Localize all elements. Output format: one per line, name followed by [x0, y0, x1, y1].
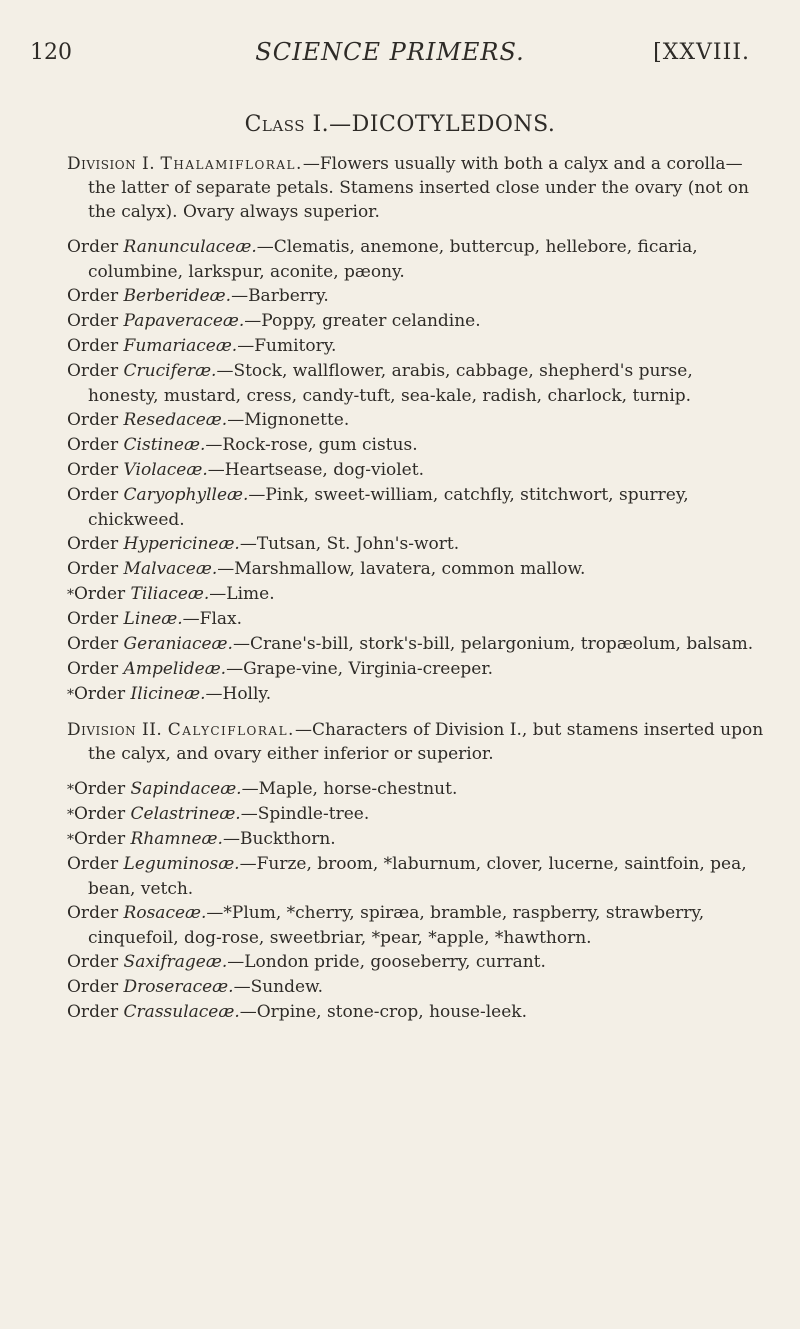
order-entry [67, 682, 767, 707]
order-members: —Sundew. [233, 977, 323, 997]
order-name: Leguminosæ. [123, 854, 240, 874]
order-name: Rhamneæ. [130, 829, 223, 849]
order-name: Ranunculaceæ. [123, 237, 257, 257]
order-word: Order [67, 609, 119, 629]
order-word: Order [67, 903, 119, 923]
order-entry [67, 235, 767, 284]
order-word: Order [67, 659, 119, 679]
order-word: Order [67, 410, 119, 430]
page-number: 120 [30, 40, 72, 65]
order-marker: * [67, 832, 74, 848]
division-1-label: Division I. [67, 154, 156, 174]
division-1-name: Thalamifloral. [160, 154, 303, 174]
order-name: Resedaceæ. [123, 410, 228, 430]
order-members: —Maple, horse-chestnut. [241, 779, 458, 799]
order-marker: * [67, 687, 74, 703]
order-name: Papaveraceæ. [123, 311, 245, 331]
order-word: Order [74, 584, 126, 604]
division-2-label: Division II. [67, 720, 163, 740]
division-2-name: Calycifloral. [167, 720, 295, 740]
order-name: Cistineæ. [123, 435, 206, 455]
order-word: Order [67, 361, 119, 381]
order-members: —Clematis, anemone, buttercup, hellebore, ficaria, columbine, larkspur, aconite, pæony. [88, 237, 698, 282]
order-entry [67, 359, 767, 408]
order-members: —Stock, wallflower, arabis, cabbage, shepherd's purse, honesty, mustard, cress, candy-tuft, sea-kale, radish, charlock, turnip. [88, 361, 693, 406]
division-1-description: —Flowers usually with both a calyx and a corolla—the latter of separate petals. Stamens inserted close under the ovary (not on the calyx). Ovary always superior. [88, 154, 749, 222]
order-entry [67, 950, 767, 975]
order-marker: * [67, 587, 74, 603]
order-members: —Crane's-bill, stork's-bill, pelargonium, tropæolum, balsam. [232, 634, 754, 654]
division-1-orders [67, 235, 767, 707]
order-word: Order [67, 559, 119, 579]
order-name: Berberideæ. [123, 286, 232, 306]
order-entry [67, 532, 767, 557]
order-word: Order [67, 634, 119, 654]
page-header [30, 40, 750, 70]
order-word: Order [67, 534, 119, 554]
order-name: Fumariaceæ. [123, 336, 238, 356]
order-word: Order [67, 1002, 119, 1022]
order-entry [67, 852, 767, 901]
order-word: Order [67, 286, 119, 306]
order-members: —Barberry. [231, 286, 329, 306]
order-name: Saxifrageæ. [123, 952, 228, 972]
order-name: Crassulaceæ. [123, 1002, 240, 1022]
order-entry [67, 607, 767, 632]
order-entry [67, 408, 767, 433]
order-members: —Fumitory. [237, 336, 337, 356]
division-2 [67, 718, 767, 766]
order-members: —London pride, gooseberry, currant. [227, 952, 546, 972]
order-name: Lineæ. [123, 609, 183, 629]
order-name: Caryophylleæ. [123, 485, 249, 505]
order-name: Celastrineæ. [130, 804, 241, 824]
order-entry [67, 1000, 767, 1025]
running-title: SCIENCE PRIMERS. [255, 38, 525, 66]
order-word: Order [74, 804, 126, 824]
order-word: Order [74, 829, 126, 849]
order-name: Cruciferæ. [123, 361, 217, 381]
order-word: Order [67, 237, 119, 257]
order-word: Order [74, 779, 126, 799]
order-entry [67, 334, 767, 359]
order-members: —*Plum, *cherry, spiræa, bramble, raspberry, strawberry, cinquefoil, dog-rose, sweetbriar, *pear, *apple, *hawthorn. [88, 903, 705, 948]
division-1 [67, 152, 767, 224]
order-entry [67, 657, 767, 682]
order-name: Violaceæ. [123, 460, 208, 480]
order-name: Ilicineæ. [130, 684, 206, 704]
page-content [67, 152, 767, 1025]
order-entry [67, 975, 767, 1000]
order-word: Order [67, 460, 119, 480]
division-2-description: —Characters of Division I., but stamens inserted upon the calyx, and ovary either inferior or superior. [88, 720, 764, 764]
order-word: Order [67, 336, 119, 356]
class-title: Class I.—DICOTYLEDONS. [244, 112, 556, 137]
order-members: —Lime. [209, 584, 275, 604]
order-word: Order [67, 485, 119, 505]
order-entry [67, 557, 767, 582]
order-marker: * [67, 807, 74, 823]
order-members: —Poppy, greater celandine. [244, 311, 481, 331]
section-number: [XXVIII. [653, 40, 750, 65]
order-name: Ampelideæ. [123, 659, 227, 679]
order-members: —Holly. [205, 684, 272, 704]
order-marker: * [67, 782, 74, 798]
order-entry [67, 901, 767, 950]
order-members: —Spindle-tree. [240, 804, 370, 824]
order-word: Order [67, 977, 119, 997]
order-word: Order [67, 854, 119, 874]
order-name: Hypericineæ. [123, 534, 240, 554]
order-entry [67, 632, 767, 657]
order-members: —Buckthorn. [222, 829, 336, 849]
order-entry [67, 433, 767, 458]
order-members: —Mignonette. [227, 410, 350, 430]
order-members: —Heartsease, dog-violet. [207, 460, 424, 480]
order-members: —Orpine, stone-crop, house-leek. [239, 1002, 527, 1022]
order-members: —Tutsan, St. John's-wort. [239, 534, 460, 554]
order-members: —Grape-vine, Virginia-creeper. [226, 659, 493, 679]
order-members: —Marshmallow, lavatera, common mallow. [217, 559, 586, 579]
order-entry [67, 309, 767, 334]
order-entry [67, 777, 767, 802]
order-entry [67, 827, 767, 852]
order-entry [67, 284, 767, 309]
order-name: Droseraceæ. [123, 977, 234, 997]
order-members: —Rock-rose, gum cistus. [205, 435, 418, 455]
order-word: Order [74, 684, 126, 704]
order-word: Order [67, 311, 119, 331]
order-name: Malvaceæ. [123, 559, 218, 579]
order-entry [67, 582, 767, 607]
order-members: —Furze, broom, *laburnum, clover, lucerne, saintfoin, pea, bean, vetch. [88, 854, 747, 899]
order-members: —Flax. [182, 609, 243, 629]
order-name: Rosaceæ. [123, 903, 207, 923]
order-entry [67, 458, 767, 483]
division-2-orders [67, 777, 767, 1025]
order-entry [67, 802, 767, 827]
order-word: Order [67, 952, 119, 972]
order-name: Geraniaceæ. [123, 634, 233, 654]
order-name: Sapindaceæ. [130, 779, 242, 799]
order-members: —Pink, sweet-william, catchfly, stitchwort, spurrey, chickweed. [88, 485, 689, 530]
order-name: Tiliaceæ. [130, 584, 210, 604]
order-word: Order [67, 435, 119, 455]
order-entry [67, 483, 767, 532]
